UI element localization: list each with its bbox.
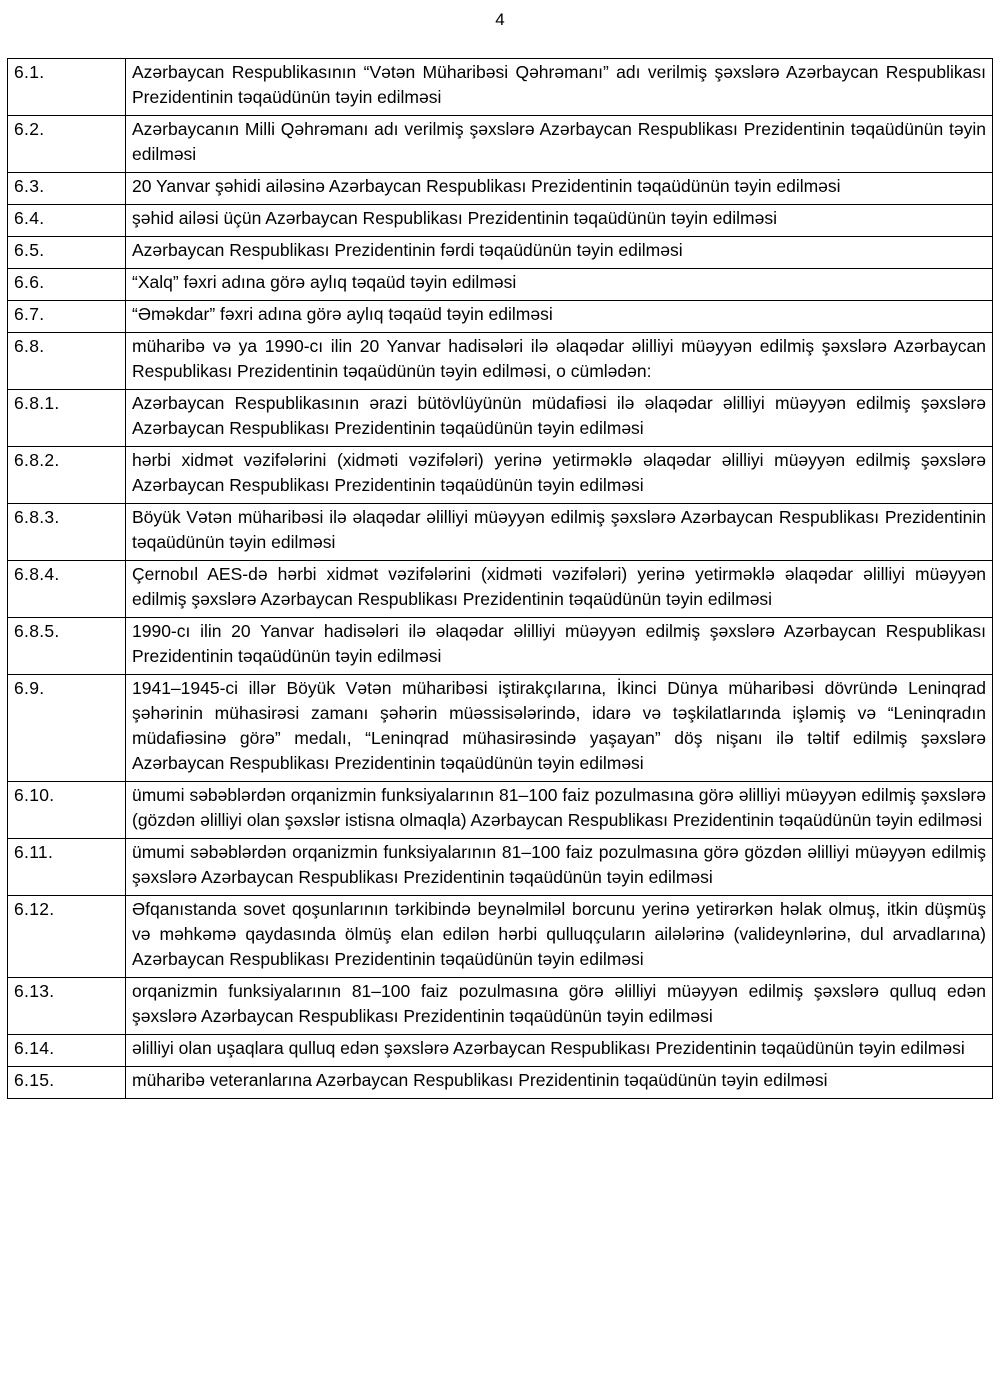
row-text: hərbi xidmət vəzifələrini (xidməti vəzifələri) yerinə yetirməklə əlaqədar əlilliyi müəyyən edilmiş şəxslərə Azərbaycan Respublikası Prezidentinin təqaüdünün təyin edilməsi	[126, 447, 993, 504]
row-number: 6.2.	[8, 116, 126, 173]
table-body	[8, 59, 993, 1099]
table-row	[8, 390, 993, 447]
row-number: 6.8.4.	[8, 561, 126, 618]
row-number: 6.8.1.	[8, 390, 126, 447]
benefits-table	[7, 58, 993, 1099]
table-row	[8, 59, 993, 116]
row-number: 6.14.	[8, 1035, 126, 1067]
table-row	[8, 618, 993, 675]
row-text: orqanizmin funksiyalarının 81–100 faiz pozulmasına görə əlilliyi müəyyən edilmiş şəxslərə qulluq edən şəxslərə Azərbaycan Respublikası Prezidentinin təqaüdünün təyin edilməsi	[126, 978, 993, 1035]
row-text: ümumi səbəblərdən orqanizmin funksiyalarının 81–100 faiz pozulmasına görə əlilliyi müəyyən edilmiş şəxslərə (gözdən əlilliyi olan şəxslər istisna olmaqla) Azərbaycan Respublikası Prezidentinin təqaüdünün təyin edilməsi	[126, 782, 993, 839]
table-row	[8, 1067, 993, 1099]
row-text: müharibə və ya 1990-cı ilin 20 Yanvar hadisələri ilə əlaqədar əlilliyi müəyyən edilmiş şəxslərə Azərbaycan Respublikası Prezidentinin təqaüdünün təyin edilməsi, o cümlədən:	[126, 333, 993, 390]
row-number: 6.11.	[8, 839, 126, 896]
row-number: 6.8.	[8, 333, 126, 390]
row-number: 6.7.	[8, 301, 126, 333]
row-text: Azərbaycan Respublikasının ərazi bütövlüyünün müdafiəsi ilə əlaqədar əlilliyi müəyyən edilmiş şəxslərə Azərbaycan Respublikası Prezidentinin təqaüdünün təyin edilməsi	[126, 390, 993, 447]
table-row	[8, 839, 993, 896]
table-row	[8, 978, 993, 1035]
row-number: 6.12.	[8, 896, 126, 978]
row-number: 6.8.5.	[8, 618, 126, 675]
table-row	[8, 205, 993, 237]
table-row	[8, 1035, 993, 1067]
row-number: 6.8.2.	[8, 447, 126, 504]
table-row	[8, 675, 993, 782]
row-text: Əfqanıstanda sovet qoşunlarının tərkibində beynəlmiləl borcunu yerinə yetirərkən həlak olmuş, itkin düşmüş və məhkəmə qaydasında ölmüş elan edilən hərbi qulluqçuların ailələrinə (valideynlərinə, dul arvadlarına) Azərbaycan Respublikası Prezidentinin təqaüdünün təyin edilməsi	[126, 896, 993, 978]
row-text: “Əməkdar” fəxri adına görə aylıq təqaüd təyin edilməsi	[126, 301, 993, 333]
table-row	[8, 782, 993, 839]
row-text: Çernobıl AES-də hərbi xidmət vəzifələrini (xidməti vəzifələri) yerinə yetirməklə əlaqədar əlilliyi müəyyən edilmiş şəxslərə Azərbaycan Respublikası Prezidentinin təqaüdünün təyin edilməsi	[126, 561, 993, 618]
table-row	[8, 301, 993, 333]
table-row	[8, 237, 993, 269]
row-text: müharibə veteranlarına Azərbaycan Respublikası Prezidentinin təqaüdünün təyin edilməsi	[126, 1067, 993, 1099]
row-number: 6.10.	[8, 782, 126, 839]
table-row	[8, 504, 993, 561]
table-row	[8, 447, 993, 504]
row-number: 6.1.	[8, 59, 126, 116]
row-number: 6.3.	[8, 173, 126, 205]
row-number: 6.4.	[8, 205, 126, 237]
table-row	[8, 333, 993, 390]
table-row	[8, 561, 993, 618]
row-text: əlilliyi olan uşaqlara qulluq edən şəxslərə Azərbaycan Respublikası Prezidentinin təqaüdünün təyin edilməsi	[126, 1035, 993, 1067]
row-number: 6.13.	[8, 978, 126, 1035]
row-number: 6.6.	[8, 269, 126, 301]
table-row	[8, 173, 993, 205]
table-row	[8, 116, 993, 173]
row-number: 6.5.	[8, 237, 126, 269]
row-text: Azərbaycanın Milli Qəhrəmanı adı verilmiş şəxslərə Azərbaycan Respublikası Prezidentinin təqaüdünün təyin edilməsi	[126, 116, 993, 173]
row-text: Azərbaycan Respublikasının “Vətən Müharibəsi Qəhrəmanı” adı verilmiş şəxslərə Azərbaycan Respublikası Prezidentinin təqaüdünün təyin edilməsi	[126, 59, 993, 116]
table-row	[8, 896, 993, 978]
row-number: 6.8.3.	[8, 504, 126, 561]
row-text: 20 Yanvar şəhidi ailəsinə Azərbaycan Respublikası Prezidentinin təqaüdünün təyin edilməsi	[126, 173, 993, 205]
table-row	[8, 269, 993, 301]
row-text: 1941–1945-ci illər Böyük Vətən müharibəsi iştirakçılarına, İkinci Dünya müharibəsi dövründə Leninqrad şəhərinin mühasirəsi zamanı şəhərin müəssisələrində, idarə və təşkilatlarında işləmiş və “Leninqradın müdafiəsinə görə” medalı, “Leninqrad mühasirəsində yaşayan” döş nişanı ilə təltif edilmiş şəxslərə Azərbaycan Respublikası Prezidentinin təqaüdünün təyin edilməsi	[126, 675, 993, 782]
row-text: şəhid ailəsi üçün Azərbaycan Respublikası Prezidentinin təqaüdünün təyin edilməsi	[126, 205, 993, 237]
row-number: 6.9.	[8, 675, 126, 782]
page-number: 4	[495, 10, 505, 29]
row-text: Azərbaycan Respublikası Prezidentinin fərdi təqaüdünün təyin edilməsi	[126, 237, 993, 269]
row-text: “Xalq” fəxri adına görə aylıq təqaüd təyin edilməsi	[126, 269, 993, 301]
row-text: 1990-cı ilin 20 Yanvar hadisələri ilə əlaqədar əlilliyi müəyyən edilmiş şəxslərə Azərbaycan Respublikası Prezidentinin təqaüdünün təyin edilməsi	[126, 618, 993, 675]
row-number: 6.15.	[8, 1067, 126, 1099]
row-text: Böyük Vətən müharibəsi ilə əlaqədar əlilliyi müəyyən edilmiş şəxslərə Azərbaycan Respublikası Prezidentinin təqaüdünün təyin edilməsi	[126, 504, 993, 561]
row-text: ümumi səbəblərdən orqanizmin funksiyalarının 81–100 faiz pozulmasına görə gözdən əlilliyi müəyyən edilmiş şəxslərə Azərbaycan Respublikası Prezidentinin təqaüdünün təyin edilməsi	[126, 839, 993, 896]
